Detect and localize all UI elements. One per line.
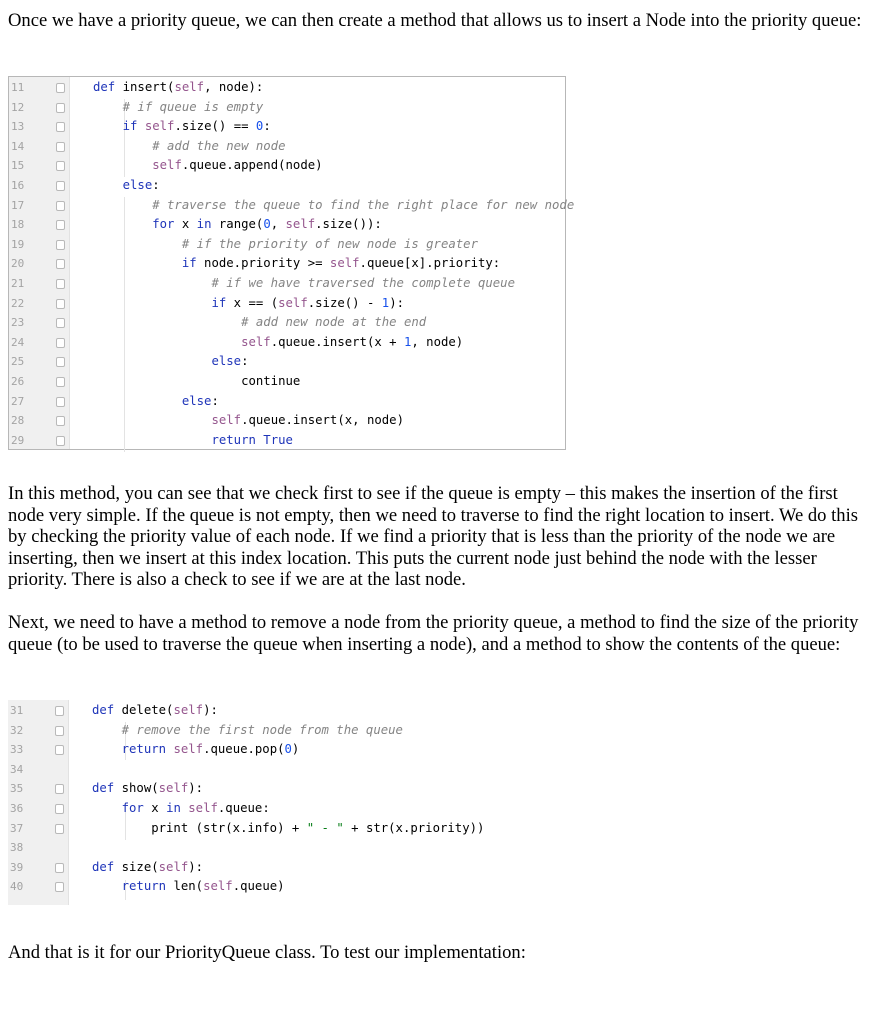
code-text: # remove the first node from the queue bbox=[92, 722, 403, 737]
line-number: 17 bbox=[11, 198, 25, 212]
line-number: 15 bbox=[11, 159, 25, 173]
code-line bbox=[9, 235, 565, 255]
code-line bbox=[8, 760, 528, 780]
code-line bbox=[9, 137, 565, 157]
code-text: continue bbox=[93, 374, 301, 388]
code-line bbox=[8, 721, 528, 741]
fold-marker-icon[interactable] bbox=[55, 824, 64, 834]
fold-marker-icon[interactable] bbox=[56, 103, 65, 113]
code-text: if node.priority >= self.queue[x].priority: bbox=[181, 256, 501, 271]
fold-marker-icon[interactable] bbox=[56, 142, 65, 152]
code-text: for x in self.queue: bbox=[121, 801, 270, 815]
line-number: 26 bbox=[11, 375, 25, 388]
code-block-insert bbox=[8, 76, 575, 450]
line-number: 37 bbox=[10, 821, 24, 835]
fold-marker-icon[interactable] bbox=[56, 397, 65, 407]
code-text: def size(self): bbox=[92, 859, 204, 874]
fold-marker-icon[interactable] bbox=[55, 726, 64, 736]
code-line bbox=[9, 313, 565, 333]
code-line bbox=[9, 333, 565, 353]
line-number: 14 bbox=[11, 139, 25, 153]
line-number: 19 bbox=[11, 237, 25, 251]
code-line bbox=[9, 431, 565, 451]
code-line bbox=[9, 294, 565, 314]
code-line bbox=[9, 98, 565, 118]
fold-marker-icon[interactable] bbox=[55, 745, 64, 755]
fold-marker-icon[interactable] bbox=[56, 279, 65, 289]
fold-marker-icon[interactable] bbox=[55, 882, 64, 892]
explanation-paragraph: In this method, you can see that we check first to see if the queue is empty – this makes the insertion of the first node very simple. If the queue is not empty, then we need to traverse to find the right location to insert. We do this by checking the priority value of each node. If we find a priority that is less than the priority of the node we are inserting, then we insert at this index location. This puts the current node just behind the node with the lesser priority. There is also a check to see if we are at the last node. bbox=[8, 483, 858, 590]
line-number: 36 bbox=[10, 802, 24, 815]
code-line bbox=[9, 196, 575, 216]
code-line bbox=[9, 117, 565, 137]
code-line bbox=[9, 254, 565, 274]
fold-marker-icon[interactable] bbox=[56, 416, 65, 426]
code-text: def insert(self, node): bbox=[93, 80, 264, 94]
line-number: 20 bbox=[11, 257, 25, 271]
code-text: print (str(x.info) + " - " + str(x.priority)) bbox=[92, 820, 485, 835]
line-number: 13 bbox=[11, 120, 25, 134]
code-text: self.queue.insert(x, node) bbox=[211, 413, 404, 428]
fold-marker-icon[interactable] bbox=[56, 240, 65, 250]
fold-marker-icon[interactable] bbox=[56, 201, 65, 211]
fold-marker-icon[interactable] bbox=[56, 299, 65, 309]
line-number: 22 bbox=[11, 296, 25, 310]
fold-marker-icon[interactable] bbox=[55, 863, 64, 873]
code-line bbox=[9, 274, 565, 294]
line-number: 35 bbox=[10, 782, 24, 796]
line-number: 31 bbox=[10, 704, 24, 717]
line-number: 11 bbox=[11, 81, 25, 94]
line-number: 28 bbox=[11, 414, 25, 428]
code-text: def delete(self): bbox=[92, 703, 218, 717]
code-line bbox=[8, 799, 528, 819]
fold-marker-icon[interactable] bbox=[56, 318, 65, 328]
code-line bbox=[9, 78, 565, 98]
line-number: 29 bbox=[11, 433, 25, 447]
code-line bbox=[8, 740, 528, 760]
fold-marker-icon[interactable] bbox=[56, 181, 65, 191]
line-number: 27 bbox=[11, 394, 25, 408]
code-block-methods bbox=[8, 700, 528, 905]
line-number: 32 bbox=[10, 723, 24, 737]
code-text: return self.queue.pop(0) bbox=[121, 742, 300, 757]
line-number: 24 bbox=[11, 335, 25, 349]
fold-marker-icon[interactable] bbox=[56, 436, 65, 446]
code-line bbox=[9, 215, 565, 235]
fold-marker-icon[interactable] bbox=[56, 357, 65, 367]
fold-marker-icon[interactable] bbox=[56, 338, 65, 348]
fold-marker-icon[interactable] bbox=[56, 259, 65, 269]
fold-marker-icon[interactable] bbox=[56, 122, 65, 132]
line-number: 34 bbox=[10, 762, 24, 776]
code-text: # if the priority of new node is greater bbox=[93, 236, 478, 251]
fold-marker-icon[interactable] bbox=[56, 220, 65, 230]
code-line bbox=[9, 352, 565, 372]
code-line bbox=[9, 156, 565, 176]
code-line bbox=[9, 372, 565, 392]
code-text: else: bbox=[122, 178, 160, 192]
line-number: 40 bbox=[10, 880, 24, 894]
fold-marker-icon[interactable] bbox=[55, 706, 64, 716]
fold-marker-icon[interactable] bbox=[55, 784, 64, 794]
code-line bbox=[8, 877, 528, 897]
line-number: 18 bbox=[11, 218, 25, 232]
code-text: # if we have traversed the complete queue bbox=[93, 276, 515, 290]
code-line bbox=[8, 779, 528, 799]
code-text: # if queue is empty bbox=[93, 99, 264, 114]
line-number: 16 bbox=[11, 179, 25, 192]
code-line bbox=[8, 701, 528, 721]
code-text: if x == (self.size() - 1): bbox=[211, 295, 404, 310]
line-number: 39 bbox=[10, 860, 24, 874]
code-text: return True bbox=[211, 432, 293, 447]
code-text: def show(self): bbox=[92, 781, 204, 796]
code-text: # add new node at the end bbox=[93, 315, 427, 330]
code-line bbox=[8, 838, 528, 858]
fold-marker-icon[interactable] bbox=[55, 804, 64, 814]
line-number: 25 bbox=[11, 355, 25, 369]
code-text: for x in range(0, self.size()): bbox=[152, 217, 382, 232]
line-number: 33 bbox=[10, 743, 24, 757]
fold-marker-icon[interactable] bbox=[56, 161, 65, 171]
code-text: self.queue.insert(x + 1, node) bbox=[241, 334, 464, 349]
code-text: if self.size() == 0: bbox=[122, 119, 271, 134]
code-line bbox=[9, 176, 565, 196]
code-line bbox=[8, 819, 528, 839]
code-line bbox=[9, 392, 565, 412]
outro-paragraph: And that is it for our PriorityQueue class. To test our implementation: bbox=[8, 942, 526, 963]
intro-paragraph: Once we have a priority queue, we can then create a method that allows us to insert a Node into the priority queue: bbox=[8, 10, 862, 31]
code-text: # add the new node bbox=[93, 138, 286, 153]
code-text: return len(self.queue) bbox=[121, 879, 285, 894]
line-number: 38 bbox=[10, 841, 24, 855]
code-text: self.queue.append(node) bbox=[152, 158, 323, 173]
code-line bbox=[8, 858, 528, 878]
fold-marker-icon[interactable] bbox=[56, 377, 65, 387]
line-number: 21 bbox=[11, 277, 25, 290]
fold-marker-icon[interactable] bbox=[56, 83, 65, 93]
code-text: # traverse the queue to find the right place for new node bbox=[93, 197, 575, 212]
code-line bbox=[9, 411, 565, 431]
next-methods-paragraph: Next, we need to have a method to remove a node from the priority queue, a method to find the size of the priority queue (to be used to traverse the queue when inserting a node), and a method to show the contents of the queue: bbox=[8, 612, 859, 655]
code-text: else: bbox=[211, 354, 249, 369]
line-number: 23 bbox=[11, 316, 25, 330]
code-text: else: bbox=[181, 393, 219, 408]
line-number: 12 bbox=[11, 100, 25, 114]
